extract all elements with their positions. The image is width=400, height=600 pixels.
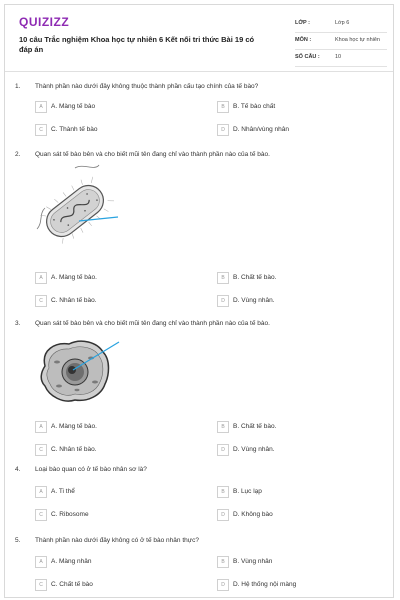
worksheet-meta xyxy=(295,17,387,68)
question-text: Quan sát tế bào bên và cho biết mũi tên đang chỉ vào thành phần nào của tế bào. xyxy=(35,151,270,158)
option-text: C. Nhân tế bào. xyxy=(51,446,97,453)
question-number: 3. xyxy=(15,320,21,327)
option-text: C. Nhân tế bào. xyxy=(51,297,97,304)
option-text: C. Chất tế bào xyxy=(51,581,93,588)
option-letter: C xyxy=(35,509,47,521)
arrow-pointer-icon xyxy=(77,207,119,227)
meta-row-count xyxy=(295,51,387,67)
option-text: A. Màng nhân xyxy=(51,558,92,565)
option-letter: D xyxy=(217,509,229,521)
option-letter: D xyxy=(217,124,229,136)
option-text: D. Hệ thống nội màng xyxy=(233,581,297,588)
option-letter: A xyxy=(35,421,47,433)
option-letter: C xyxy=(35,579,47,591)
meta-label: SỐ CÂU : xyxy=(295,54,320,60)
question-number: 5. xyxy=(15,537,21,544)
quizizz-logo: QUIZIZZ xyxy=(19,15,70,29)
question-number: 1. xyxy=(15,83,21,90)
meta-value: Khoa học tự nhiên xyxy=(335,37,380,43)
header-divider xyxy=(5,71,393,72)
option-letter: A xyxy=(35,101,47,113)
meta-value: Lớp 6 xyxy=(335,20,350,26)
option-letter: D xyxy=(217,444,229,456)
option-text: B. Lục lạp xyxy=(233,488,262,495)
option-letter: A xyxy=(35,556,47,568)
option-text: B. Vùng nhân xyxy=(233,558,273,565)
option-letter: D xyxy=(217,579,229,591)
question-text: Quan sát tế bào bên và cho biết mũi tên đang chỉ vào thành phần nào của tế bào. xyxy=(35,320,270,327)
question-text: Loại bào quan có ở tế bào nhân sơ là? xyxy=(35,466,147,473)
option-text: B. Chất tế bào. xyxy=(233,423,277,430)
meta-row-grade xyxy=(295,17,387,33)
option-letter: B xyxy=(217,421,229,433)
option-letter: B xyxy=(217,272,229,284)
option-letter: B xyxy=(217,101,229,113)
option-letter: B xyxy=(217,556,229,568)
option-text: D. Nhân/vùng nhân xyxy=(233,126,290,133)
option-text: C. Thành tế bào xyxy=(51,126,98,133)
option-text: D. Không bào xyxy=(233,511,273,518)
question-text: Thành phần nào dưới đây không thuộc thành phần cấu tạo chính của tế bào? xyxy=(35,83,259,90)
worksheet-header xyxy=(5,5,393,69)
option-text: B. Tế bào chất xyxy=(233,103,276,110)
worksheet-page xyxy=(4,4,394,598)
meta-value: 10 xyxy=(335,54,342,60)
option-letter: C xyxy=(35,444,47,456)
meta-label: MÔN : xyxy=(295,37,312,43)
option-text: A. Màng tế bào. xyxy=(51,274,97,281)
worksheet-title: 10 câu Trắc nghiệm Khoa học tự nhiên 6 Kết nối tri thức Bài 19 có đáp án xyxy=(19,35,255,54)
option-letter: A xyxy=(35,486,47,498)
question-text: Thành phần nào dưới đây không có ở tế bào nhân thực? xyxy=(35,537,199,544)
option-letter: A xyxy=(35,272,47,284)
question-number: 4. xyxy=(15,466,21,473)
option-text: D. Vùng nhân. xyxy=(233,297,275,304)
option-text: A. Màng tế bào xyxy=(51,103,96,110)
option-letter: C xyxy=(35,124,47,136)
option-letter: D xyxy=(217,295,229,307)
meta-label: LỚP : xyxy=(295,20,310,26)
option-text: A. Màng tế bào. xyxy=(51,423,97,430)
arrow-pointer-icon xyxy=(69,340,121,380)
question-number: 2. xyxy=(15,151,21,158)
option-text: A. Ti thể xyxy=(51,488,75,495)
option-text: D. Vùng nhân. xyxy=(233,446,275,453)
option-text: C. Ribosome xyxy=(51,511,89,518)
option-text: B. Chất tế bào. xyxy=(233,274,277,281)
option-letter: B xyxy=(217,486,229,498)
meta-row-subject xyxy=(295,34,387,50)
option-letter: C xyxy=(35,295,47,307)
